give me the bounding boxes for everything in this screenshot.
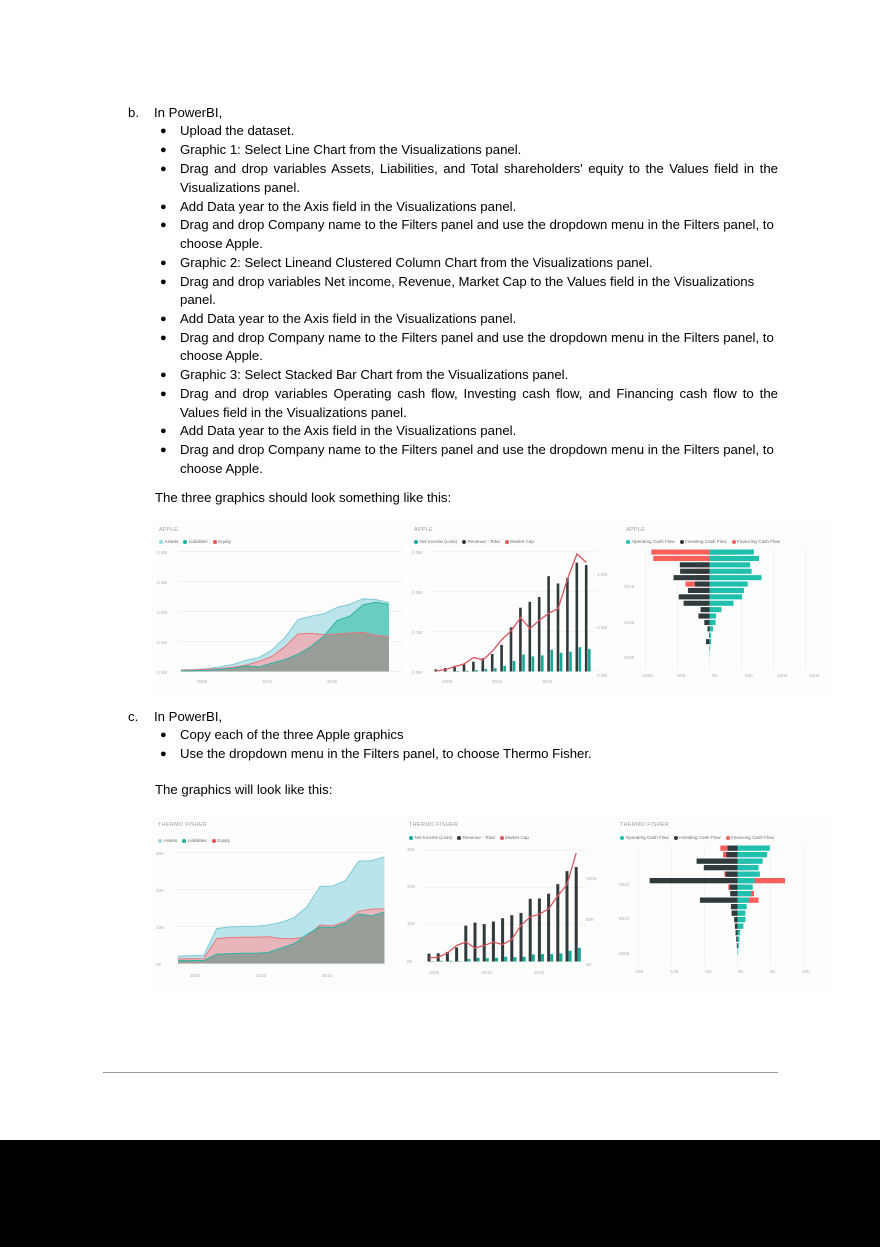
- bullet-icon: ●: [160, 369, 167, 382]
- section-c: [128, 708, 778, 764]
- legend-swatch-icon: [462, 540, 466, 544]
- y-tick-label: 2010: [624, 620, 635, 625]
- list-item-text: Drag and drop Company name to the Filters panel and use the dropdown menu in the Filters panel, to choose Apple.: [180, 442, 774, 476]
- legend-label: Operating Cash Flow: [631, 539, 675, 544]
- legend-item-operating-cash-flow[interactable]: [620, 835, 669, 840]
- y-tick-label: 20K: [156, 925, 165, 930]
- legend-item-assets[interactable]: [158, 838, 177, 843]
- legend-label: Market Cap: [510, 539, 534, 544]
- series-bars-operating: [710, 550, 762, 658]
- section-c-heading-text: In PowerBI,: [154, 709, 223, 724]
- chart-apple-cash-flow[interactable]: [619, 521, 828, 693]
- bullet-icon: ●: [160, 331, 167, 344]
- y-tick-label: 2015: [619, 882, 630, 887]
- y-tick-label: 0.2M: [412, 590, 423, 595]
- y-tick-label: 2005: [619, 951, 630, 956]
- y2-tick-label: 0.5M: [597, 625, 608, 630]
- legend-label: Revenue - Total: [462, 835, 495, 840]
- chart-title: THERMO FISHER: [158, 822, 208, 828]
- list-item-text: Graphic 1: Select Line Chart from the Visualizations panel.: [180, 142, 522, 158]
- legend-swatch-icon: [182, 839, 186, 843]
- legend-swatch-icon: [409, 836, 413, 840]
- legend-swatch-icon: [726, 836, 730, 840]
- chart-legend: [626, 539, 780, 544]
- x-tick-label: 0K: [712, 673, 718, 678]
- list-item-text: Add Data year to the Axis field in the Visualizations panel.: [180, 198, 517, 214]
- x-tick-label: 2010: [262, 679, 273, 684]
- list-item: [154, 422, 778, 440]
- list-item-text: Add Data year to the Axis field in the Visualizations panel.: [180, 423, 517, 439]
- x-tick-label: 2005: [429, 970, 440, 975]
- y2-tick-label: 0.0M: [597, 673, 608, 678]
- bullet-icon: ●: [160, 219, 167, 232]
- x-tick-label: -5K: [705, 969, 713, 974]
- legend-label: Investing Cash Flow: [685, 539, 727, 544]
- list-item: [154, 198, 778, 216]
- x-tick-label: 2010: [256, 973, 267, 978]
- list-item: [154, 441, 778, 478]
- series-bars-revenue: [428, 867, 578, 961]
- chart-legend: [159, 539, 231, 544]
- legend-label: Net Income (Loss): [414, 835, 453, 840]
- chart-thermo-income-marketcap[interactable]: [404, 814, 607, 994]
- bullet-icon: ●: [160, 200, 167, 213]
- legend-item-investing-cash-flow[interactable]: [674, 835, 721, 840]
- list-item-text: Drag and drop Company name to the Filters panel and use the dropdown menu in the Filters panel, to choose Apple.: [180, 217, 774, 251]
- chart-apple-income-marketcap[interactable]: [409, 521, 614, 693]
- legend-item-operating-cash-flow[interactable]: [626, 539, 675, 544]
- chart-title: THERMO FISHER: [409, 822, 459, 828]
- chart-legend: [620, 835, 774, 840]
- y2-tick-label: 1.0M: [597, 572, 608, 577]
- section-b-bullet-list: [154, 122, 778, 478]
- list-item-text: Graphic 3: Select Stacked Bar Chart from the Visualizations panel.: [180, 367, 569, 383]
- bullet-icon: ●: [160, 444, 167, 457]
- section-b-marker: b.: [128, 105, 139, 120]
- chart-apple-balance-sheet[interactable]: [152, 521, 404, 693]
- legend-swatch-icon: [212, 839, 216, 843]
- list-item-text: Drag and drop variables Net income, Revenue, Market Cap to the Values field in the Visualizations panel.: [180, 273, 755, 308]
- legend-item-liabilities[interactable]: [183, 539, 207, 544]
- x-tick-label: 100K: [777, 673, 788, 678]
- bullet-icon: ●: [160, 729, 167, 742]
- section-b-caption: The three graphics should look something like this:: [155, 490, 452, 505]
- legend-label: Financing Cash Flow: [731, 835, 774, 840]
- list-item-text: Copy each of the three Apple graphics: [180, 727, 404, 743]
- legend-swatch-icon: [505, 540, 509, 544]
- x-tick-label: 10K: [802, 969, 811, 974]
- legend-item-revenue[interactable]: [462, 539, 500, 544]
- bullet-icon: ●: [160, 163, 167, 176]
- chart-legend: [414, 539, 534, 544]
- legend-swatch-icon: [414, 540, 418, 544]
- y-tick-label: 0K: [156, 962, 162, 967]
- list-item: [154, 122, 778, 140]
- list-item: [154, 141, 778, 159]
- legend-label: Equity: [217, 838, 230, 843]
- chart-title: THERMO FISHER: [620, 822, 670, 828]
- footer-divider: [103, 1072, 778, 1073]
- legend-label: Assets: [163, 838, 178, 843]
- legend-item-equity[interactable]: [213, 539, 231, 544]
- section-b-heading: [128, 104, 778, 122]
- legend-swatch-icon: [620, 836, 624, 840]
- list-item-text: Drag and drop variables Assets, Liabilities, and Total shareholders' equity to the Values field in the Visualizations panel.: [180, 161, 778, 195]
- series-bars-revenue: [435, 563, 588, 672]
- x-tick-label: 2015: [542, 679, 553, 684]
- bullet-icon: ●: [160, 125, 167, 138]
- legend-label: Investing Cash Flow: [679, 835, 721, 840]
- list-item: [154, 310, 778, 328]
- chart-plot-area: [431, 550, 596, 674]
- x-tick-label: -100K: [641, 673, 654, 678]
- legend-item-revenue[interactable]: [457, 835, 495, 840]
- list-item: [154, 385, 778, 422]
- chart-legend: [158, 838, 230, 843]
- y-tick-label: 0.3M: [157, 580, 168, 585]
- bullet-icon: ●: [160, 144, 167, 157]
- legend-item-net-income[interactable]: [409, 835, 452, 840]
- x-tick-label: -15K: [634, 969, 644, 974]
- y-tick-label: 40K: [156, 888, 165, 893]
- bullet-icon: ●: [160, 748, 167, 761]
- list-item: [154, 366, 778, 384]
- list-item-text: Use the dropdown menu in the Filters panel, to choose Thermo Fisher.: [180, 746, 592, 762]
- x-tick-label: 5K: [770, 969, 776, 974]
- y-tick-label: 0K: [407, 959, 413, 964]
- thermo-charts-strip: [150, 814, 830, 994]
- list-item-text: Drag and drop variables Operating cash flow, Investing cash flow, and Financing cash flow to the Values field in the Visualizations panel.: [180, 386, 778, 420]
- list-item: [154, 273, 778, 310]
- legend-swatch-icon: [158, 839, 162, 843]
- x-tick-label: 2010: [482, 970, 493, 975]
- y-tick-label: 30K: [407, 847, 416, 852]
- chart-title: APPLE: [414, 527, 434, 533]
- y-tick-label: 2010: [619, 916, 630, 921]
- x-tick-label: 2005: [190, 973, 201, 978]
- legend-label: Equity: [218, 539, 231, 544]
- legend-item-investing-cash-flow[interactable]: [680, 539, 727, 544]
- y-tick-label: 0.0M: [412, 670, 423, 675]
- list-item: [154, 254, 778, 272]
- legend-swatch-icon: [674, 836, 678, 840]
- y-tick-label: 20K: [407, 884, 416, 889]
- legend-label: Market Cap: [505, 835, 529, 840]
- y-tick-label: 0.1M: [157, 640, 168, 645]
- y-tick-label: 0.3M: [412, 550, 423, 555]
- y-tick-label: 60K: [156, 851, 165, 856]
- legend-item-financing-cash-flow[interactable]: [732, 539, 780, 544]
- chart-title: APPLE: [626, 527, 646, 533]
- legend-swatch-icon: [680, 540, 684, 544]
- legend-label: Net Income (Loss): [419, 539, 458, 544]
- chart-plot-area: [632, 845, 822, 967]
- legend-label: Operating Cash Flow: [625, 835, 669, 840]
- section-b: [128, 104, 778, 479]
- list-item-text: Upload the dataset.: [180, 123, 295, 139]
- x-tick-label: 2005: [197, 679, 208, 684]
- x-tick-label: 0K: [738, 969, 744, 974]
- legend-item-equity[interactable]: [212, 838, 230, 843]
- legend-label: Liabilities: [187, 838, 207, 843]
- bullet-icon: ●: [160, 425, 167, 438]
- legend-swatch-icon: [457, 836, 461, 840]
- page-footer-bar: [0, 1140, 880, 1247]
- legend-item-net-income[interactable]: [414, 539, 457, 544]
- chart-legend: [409, 835, 529, 840]
- bullet-icon: ●: [160, 256, 167, 269]
- y-tick-label: 0.0M: [157, 670, 168, 675]
- legend-item-market-cap[interactable]: [505, 539, 534, 544]
- list-item: [154, 726, 778, 744]
- list-item: [154, 160, 778, 197]
- bullet-icon: ●: [160, 275, 167, 288]
- y2-tick-label: 100K: [586, 876, 597, 881]
- section-c-heading: [128, 708, 778, 726]
- x-tick-label: 2005: [442, 679, 453, 684]
- bullet-icon: ●: [160, 388, 167, 401]
- y-tick-label: 0.2M: [157, 610, 168, 615]
- legend-item-market-cap[interactable]: [500, 835, 529, 840]
- list-item-text: Drag and drop Company name to the Filters panel and use the dropdown menu in the Filters panel, to choose Apple.: [180, 329, 774, 364]
- chart-plot-area: [175, 851, 385, 969]
- legend-item-assets[interactable]: [159, 539, 178, 544]
- y-tick-label: 2005: [624, 655, 635, 660]
- legend-swatch-icon: [183, 540, 187, 544]
- legend-item-financing-cash-flow[interactable]: [726, 835, 774, 840]
- chart-plot-area: [179, 550, 401, 674]
- list-item-text: Graphic 2: Select Lineand Clustered Column Chart from the Visualizations panel.: [180, 254, 653, 270]
- bullet-icon: ●: [160, 312, 167, 325]
- x-tick-label: 2010: [492, 679, 503, 684]
- y-tick-label: 10K: [407, 921, 416, 926]
- list-item: [154, 329, 778, 366]
- list-item-text: Add Data year to the Axis field in the Visualizations panel.: [180, 310, 517, 326]
- series-bars-investing: [650, 846, 738, 949]
- x-tick-label: -10K: [669, 969, 679, 974]
- x-tick-label: 2015: [327, 679, 338, 684]
- chart-thermo-balance-sheet[interactable]: [150, 814, 399, 994]
- legend-label: Financing Cash Flow: [737, 539, 780, 544]
- x-tick-label: 2015: [534, 970, 545, 975]
- chart-plot-area: [424, 849, 586, 964]
- x-tick-label: 2015: [322, 973, 333, 978]
- section-b-heading-text: In PowerBI,: [154, 105, 223, 120]
- y2-tick-label: 50K: [586, 917, 595, 922]
- legend-swatch-icon: [159, 540, 163, 544]
- legend-swatch-icon: [732, 540, 736, 544]
- chart-title: APPLE: [159, 527, 179, 533]
- y-tick-label: 0.4M: [157, 550, 168, 555]
- list-item: [154, 745, 778, 763]
- section-c-caption: The graphics will look like this:: [155, 782, 333, 797]
- legend-label: Liabilities: [188, 539, 208, 544]
- legend-label: Revenue - Total: [467, 539, 500, 544]
- x-tick-label: 50K: [745, 673, 754, 678]
- x-tick-label: -50K: [676, 673, 686, 678]
- legend-swatch-icon: [213, 540, 217, 544]
- legend-swatch-icon: [500, 836, 504, 840]
- y-tick-label: 2015: [624, 584, 635, 589]
- gridlines: [424, 851, 586, 962]
- list-item: [154, 216, 778, 253]
- legend-item-liabilities[interactable]: [182, 838, 206, 843]
- y-tick-label: 0.1M: [412, 630, 423, 635]
- x-tick-label: 150K: [809, 673, 820, 678]
- legend-swatch-icon: [626, 540, 630, 544]
- section-c-marker: c.: [128, 709, 139, 724]
- section-c-bullet-list: [154, 726, 778, 763]
- chart-thermo-cash-flow[interactable]: [612, 814, 830, 994]
- legend-label: Assets: [164, 539, 179, 544]
- y2-tick-label: 0K: [586, 962, 592, 967]
- chart-plot-area: [639, 549, 823, 671]
- apple-charts-strip: [152, 521, 828, 693]
